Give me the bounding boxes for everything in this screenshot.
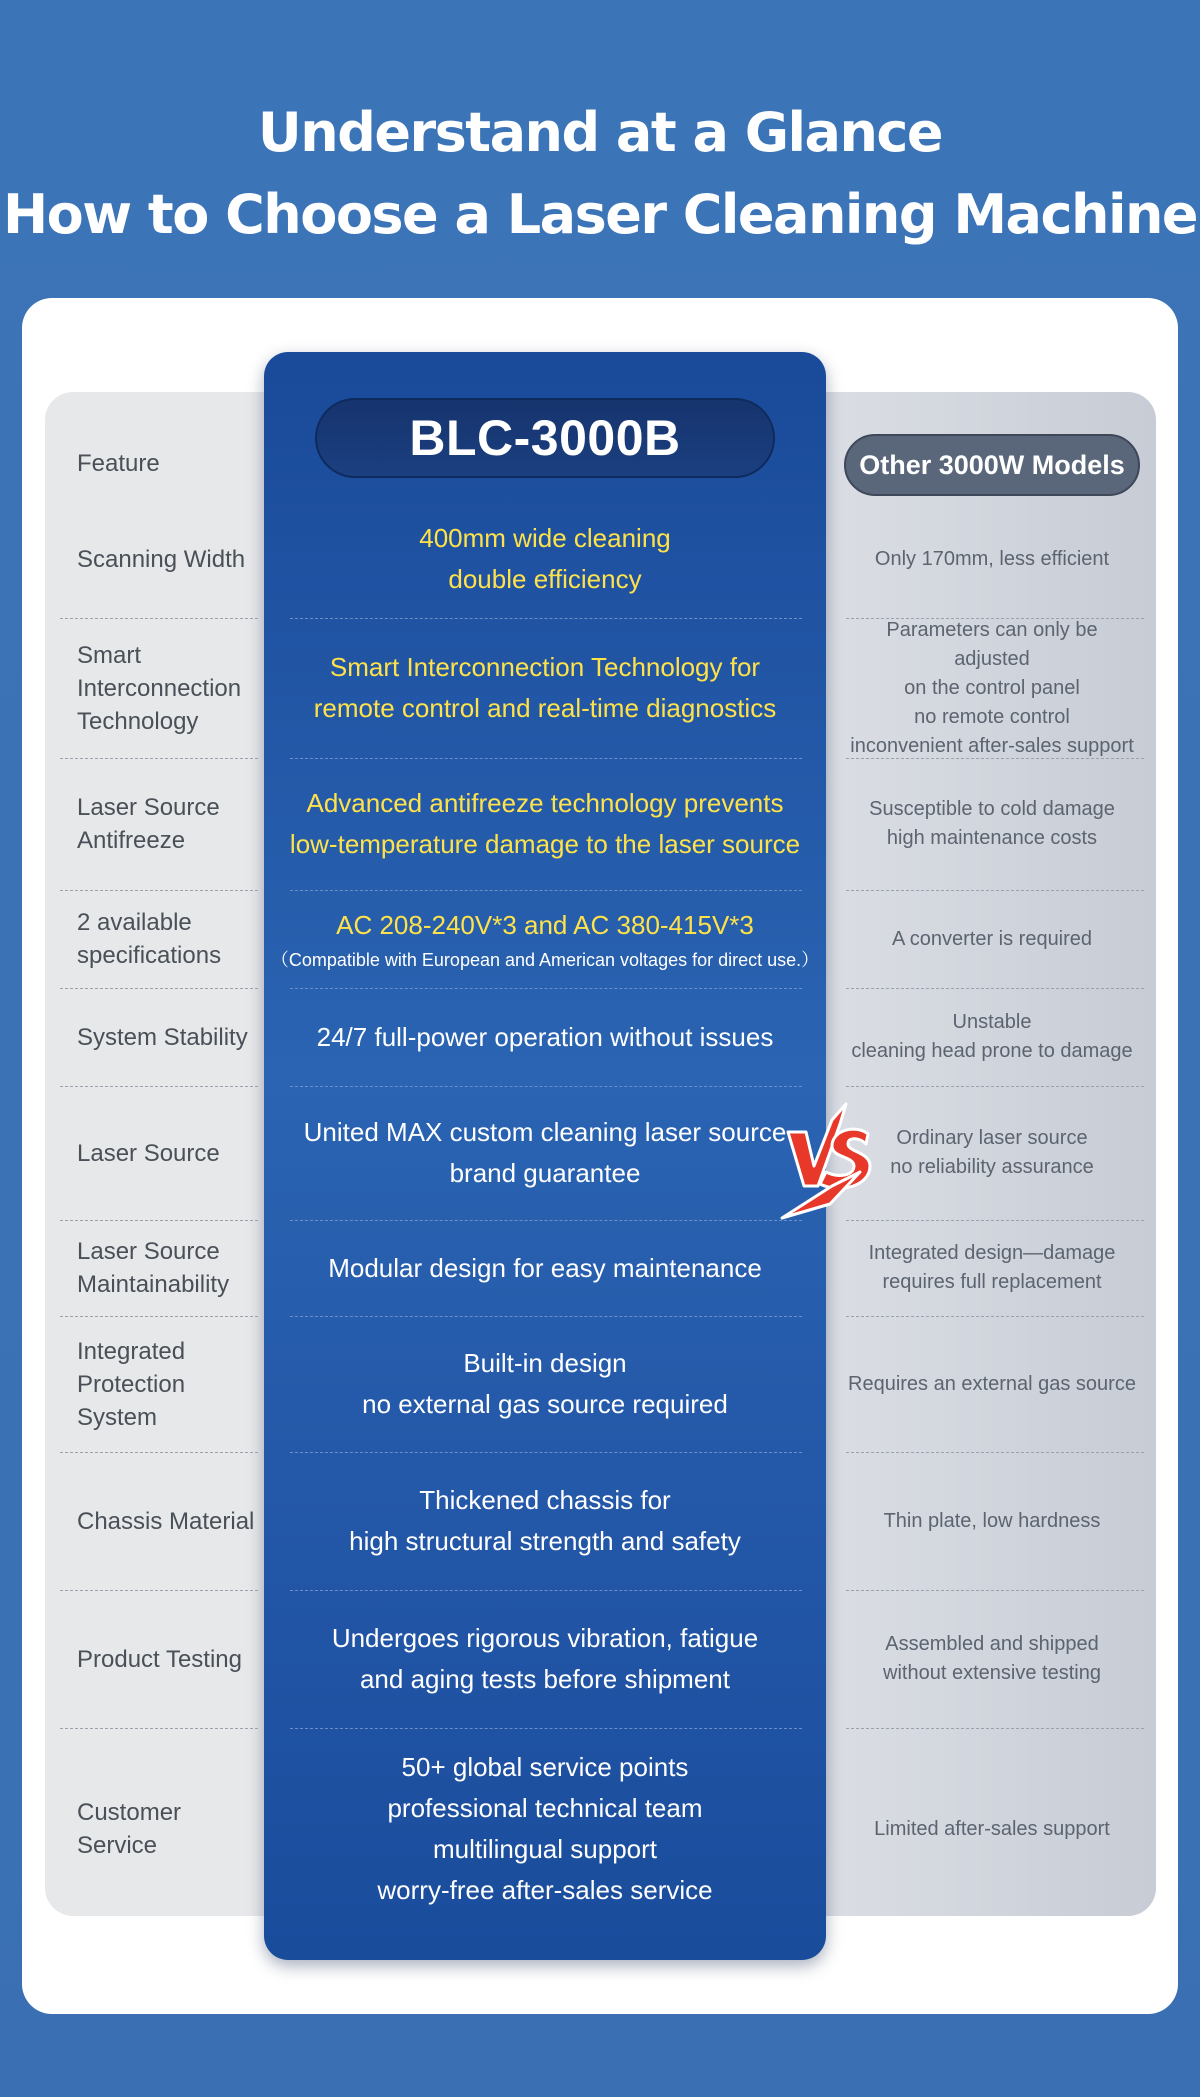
row-feature-maintainability: Laser Source Maintainability bbox=[77, 1238, 230, 1298]
row-feature-smart-interconnection: Smart Interconnection Technology bbox=[77, 641, 242, 735]
row-feature-protection-system: Integrated Protection System bbox=[77, 1337, 186, 1431]
row-product-system-stability: 24/7 full-power operation without issues bbox=[316, 1021, 774, 1052]
feature-column-header: Feature bbox=[77, 450, 160, 477]
vs-icon bbox=[770, 1090, 880, 1220]
row-other-chassis-material: Thin plate, low hardness bbox=[883, 1509, 1101, 1532]
row-product-maintainability: Modular design for easy maintenance bbox=[328, 1252, 762, 1283]
row-feature-specifications: 2 available specifications bbox=[77, 909, 222, 969]
row-product-antifreeze: Advanced antifreeze technology prevents low-temperature damage to the laser source bbox=[289, 788, 801, 859]
row-feature-chassis-material: Chassis Material bbox=[77, 1507, 255, 1535]
row-feature-product-testing: Product Testing bbox=[77, 1645, 242, 1673]
row-other-customer-service: Limited after-sales support bbox=[874, 1817, 1110, 1840]
row-feature-scanning-width: Scanning Width bbox=[77, 545, 246, 573]
row-product-chassis-material: Thickened chassis for high structural strength and safety bbox=[349, 1485, 741, 1556]
row-product-smart-interconnection: Smart Interconnection Technology for remote control and real-time diagnostics bbox=[313, 652, 777, 723]
row-feature-system-stability: System Stability bbox=[77, 1023, 248, 1051]
row-other-system-stability: Unstable cleaning head prone to damage bbox=[851, 1011, 1133, 1062]
voltage-compatibility-note: （Compatible with European and American voltages for direct use.） bbox=[270, 949, 820, 970]
row-other-product-testing: Assembled and shipped without extensive testing bbox=[883, 1633, 1101, 1684]
row-feature-customer-service: Customer Service bbox=[77, 1799, 182, 1859]
row-other-laser-source: Ordinary laser source no reliability assurance bbox=[890, 1127, 1094, 1178]
row-product-scanning-width: 400mm wide cleaning double efficiency bbox=[419, 523, 671, 594]
voltage-spec-text: AC 208-240V*3 and AC 380-415V*3 bbox=[336, 909, 754, 940]
competitor-name-badge: Other 3000W Models bbox=[844, 434, 1140, 496]
row-other-scanning-width: Only 170mm, less efficient bbox=[874, 547, 1110, 570]
row-feature-antifreeze: Laser Source Antifreeze bbox=[77, 794, 220, 854]
headline-line-1: Understand at a Glance bbox=[257, 101, 943, 164]
row-other-antifreeze: Susceptible to cold damage high maintenance costs bbox=[869, 798, 1115, 849]
row-product-laser-source: United MAX custom cleaning laser source brand guarantee bbox=[303, 1117, 787, 1188]
row-other-maintainability: Integrated design—damage requires full replacement bbox=[868, 1242, 1116, 1293]
page-headline bbox=[0, 92, 1200, 256]
row-product-customer-service: 50+ global service points professional technical team multilingual support worry-free after-sales service bbox=[377, 1752, 713, 1905]
row-product-product-testing: Undergoes rigorous vibration, fatigue and aging tests before shipment bbox=[331, 1623, 759, 1694]
row-other-protection-system: Requires an external gas source bbox=[848, 1372, 1136, 1395]
row-product-specifications bbox=[270, 890, 820, 988]
product-name-badge: BLC-3000B bbox=[315, 398, 775, 478]
row-other-specifications: A converter is required bbox=[891, 927, 1093, 950]
row-product-protection-system: Built-in design no external gas source required bbox=[362, 1348, 728, 1419]
headline-line-2: How to Choose a Laser Cleaning Machine bbox=[2, 183, 1198, 246]
row-feature-laser-source: Laser Source bbox=[77, 1139, 220, 1167]
row-other-smart-interconnection: Parameters can only be adjusted on the control panel no remote control inconvenient after-sales support bbox=[850, 618, 1134, 757]
